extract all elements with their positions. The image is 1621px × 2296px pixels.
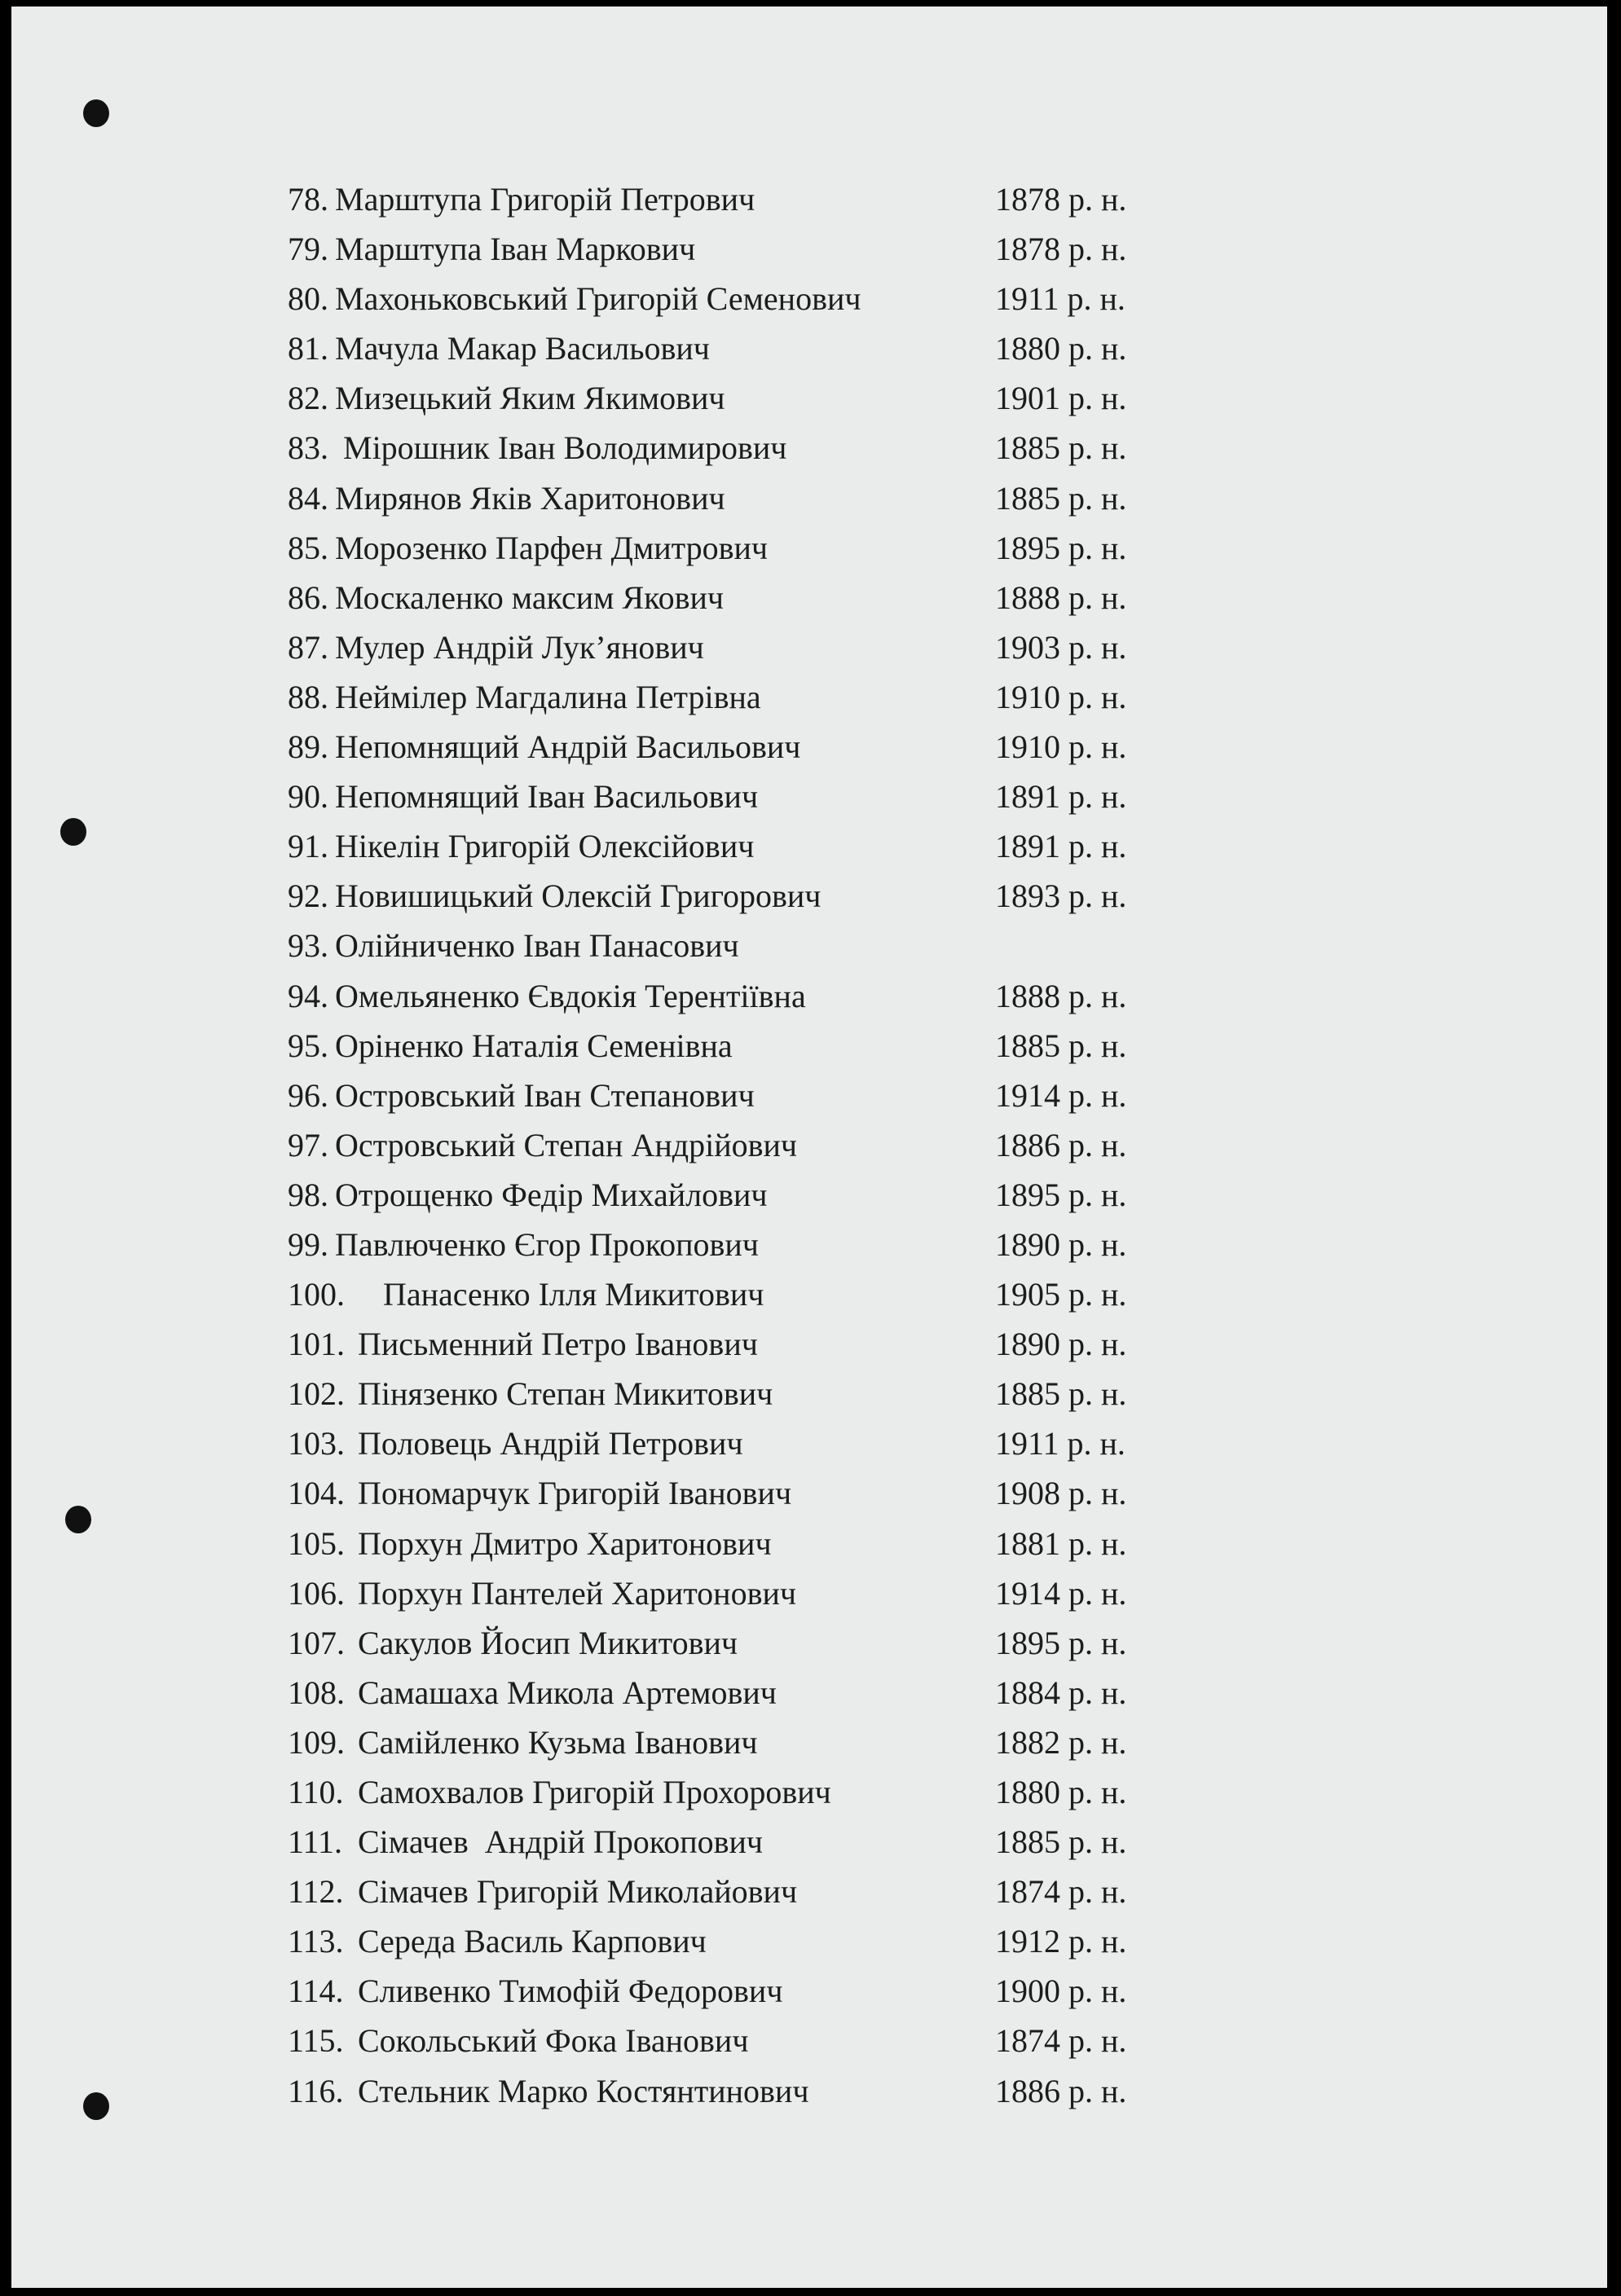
entry-year: 1895 р. н. xyxy=(995,1176,1127,1213)
list-item xyxy=(288,1424,1266,1474)
entry-name: Островський Іван Степанович xyxy=(335,1076,755,1114)
list-item xyxy=(288,1225,1266,1275)
entry-number: 109. xyxy=(288,1723,345,1761)
list-item xyxy=(288,1972,1266,2021)
list-item xyxy=(288,1674,1266,1723)
entry-number: 110. xyxy=(288,1774,344,1810)
list-item xyxy=(288,1027,1266,1076)
entry-year: 1891 р. н. xyxy=(995,778,1127,816)
entry-year: 1888 р. н. xyxy=(995,977,1127,1014)
entry-name: Неймілер Магдалина Петрівна xyxy=(335,678,761,715)
list-item xyxy=(288,678,1266,728)
punch-hole xyxy=(83,2092,109,2120)
entry-name: Мулер Андрій Лук’янович xyxy=(335,628,704,666)
list-item xyxy=(288,279,1266,329)
entry-name: Непомнящий Андрій Васильович xyxy=(335,728,801,766)
entry-year: 1878 р. н. xyxy=(995,231,1127,268)
list-item xyxy=(288,628,1266,678)
entry-number: 116. xyxy=(288,2072,344,2109)
entry-year: 1893 р. н. xyxy=(995,877,1127,915)
list-item xyxy=(288,2021,1266,2071)
entry-name: Сокольський Фока Іванович xyxy=(358,2022,749,2060)
entry-year: 1908 р. н. xyxy=(995,1475,1127,1512)
entry-number: 85. xyxy=(288,529,328,566)
entry-year: 1880 р. н. xyxy=(995,1774,1127,1810)
names-list xyxy=(288,180,1266,2122)
entry-name: Островський Степан Андрійович xyxy=(335,1126,798,1163)
entry-name: Непомнящий Іван Васильович xyxy=(335,778,759,816)
list-item xyxy=(288,1176,1266,1225)
entry-name: Мачула Макар Васильович xyxy=(335,330,710,367)
entry-name: Самашаха Микола Артемович xyxy=(358,1674,777,1711)
entry-number: 88. xyxy=(288,678,328,715)
entry-number: 105. xyxy=(288,1524,345,1562)
entry-number: 80. xyxy=(288,280,328,318)
entry-year: 1891 р. н. xyxy=(995,828,1127,865)
entry-number: 91. xyxy=(288,828,328,865)
entry-number: 93. xyxy=(288,927,328,965)
entry-year: 1895 р. н. xyxy=(995,1624,1127,1661)
entry-number: 96. xyxy=(288,1076,328,1114)
entry-name: Махоньковський Григорій Семенович xyxy=(335,280,861,318)
list-item xyxy=(288,1275,1266,1325)
entry-year: 1910 р. н. xyxy=(995,678,1127,715)
list-item xyxy=(288,379,1266,429)
entry-name: Мирянов Яків Харитонович xyxy=(335,479,725,517)
entry-number: 97. xyxy=(288,1126,328,1163)
entry-number: 107. xyxy=(288,1624,345,1661)
entry-year: 1886 р. н. xyxy=(995,1126,1127,1163)
list-item xyxy=(288,429,1266,478)
entry-name: Мизецький Яким Якимович xyxy=(335,380,725,417)
punch-hole xyxy=(83,99,109,127)
list-item xyxy=(288,877,1266,926)
entry-number: 92. xyxy=(288,877,328,915)
entry-number: 82. xyxy=(288,380,328,417)
entry-number: 89. xyxy=(288,728,328,766)
punch-hole xyxy=(65,1506,91,1533)
entry-year: 1910 р. н. xyxy=(995,728,1127,766)
entry-year: 1882 р. н. xyxy=(995,1723,1127,1761)
entry-name: Омельяненко Євдокія Терентіївна xyxy=(335,977,806,1014)
entry-number: 114. xyxy=(288,1973,344,2010)
entry-year: 1905 р. н. xyxy=(995,1276,1127,1313)
entry-number: 113. xyxy=(288,1923,344,1960)
list-item xyxy=(288,777,1266,827)
list-item xyxy=(288,1076,1266,1126)
entry-name: Марштупа Іван Маркович xyxy=(335,231,696,268)
entry-name: Стельник Марко Костянтинович xyxy=(358,2072,809,2109)
entry-number: 81. xyxy=(288,330,328,367)
entry-year: 1885 р. н. xyxy=(995,479,1127,517)
entry-name: Панасенко Ілля Микитович xyxy=(383,1276,764,1313)
list-item xyxy=(288,827,1266,877)
entry-year: 1890 р. н. xyxy=(995,1225,1127,1263)
entry-name: Новишицький Олексій Григорович xyxy=(335,877,822,915)
entry-number: 100. xyxy=(288,1276,345,1313)
list-item xyxy=(288,329,1266,379)
entry-year: 1914 р. н. xyxy=(995,1076,1127,1114)
entry-number: 78. xyxy=(288,181,328,218)
entry-year: 1914 р. н. xyxy=(995,1574,1127,1612)
entry-year: 1885 р. н. xyxy=(995,429,1127,467)
entry-year: 1890 р. н. xyxy=(995,1326,1127,1363)
list-item xyxy=(288,1375,1266,1424)
entry-year: 1884 р. н. xyxy=(995,1674,1127,1711)
list-item xyxy=(288,230,1266,279)
entry-year: 1903 р. н. xyxy=(995,628,1127,666)
entry-name: Пінязенко Степан Микитович xyxy=(358,1375,773,1413)
entry-name: Половець Андрій Петрович xyxy=(358,1425,743,1462)
entry-name: Сімачев Григорій Миколайович xyxy=(358,1873,798,1911)
entry-name: Морозенко Парфен Дмитрович xyxy=(335,529,769,566)
entry-number: 115. xyxy=(288,2022,344,2060)
entry-name: Письменний Петро Іванович xyxy=(358,1326,758,1363)
entry-year: 1880 р. н. xyxy=(995,330,1127,367)
entry-name: Сливенко Тимофій Федорович xyxy=(358,1973,783,2010)
entry-name: Самохвалов Григорій Прохорович xyxy=(358,1774,831,1810)
list-item xyxy=(288,1773,1266,1823)
list-item xyxy=(288,926,1266,976)
entry-year: 1900 р. н. xyxy=(995,1973,1127,2010)
entry-year: 1874 р. н. xyxy=(995,1873,1127,1911)
entry-number: 83. xyxy=(288,429,328,467)
entry-number: 108. xyxy=(288,1674,345,1711)
entry-name: Порхун Пантелей Харитонович xyxy=(358,1574,796,1612)
entry-year: 1912 р. н. xyxy=(995,1923,1127,1960)
list-item xyxy=(288,728,1266,777)
entry-number: 103. xyxy=(288,1425,345,1462)
entry-year: 1901 р. н. xyxy=(995,380,1127,417)
entry-year: 1874 р. н. xyxy=(995,2022,1127,2060)
entry-number: 94. xyxy=(288,977,328,1014)
list-item xyxy=(288,1823,1266,1872)
entry-name: Мірошник Іван Володимирович xyxy=(343,429,787,467)
entry-number: 86. xyxy=(288,578,328,616)
list-item xyxy=(288,578,1266,628)
entry-name: Сімачев Андрій Прокопович xyxy=(358,1823,764,1861)
entry-number: 112. xyxy=(288,1873,344,1911)
list-item xyxy=(288,529,1266,578)
list-item xyxy=(288,1624,1266,1674)
entry-name: Павлюченко Єгор Прокопович xyxy=(335,1225,759,1263)
entry-year: 1878 р. н. xyxy=(995,181,1127,218)
list-item xyxy=(288,1872,1266,1922)
entry-year: 1885 р. н. xyxy=(995,1375,1127,1413)
entry-year: 1888 р. н. xyxy=(995,578,1127,616)
entry-number: 90. xyxy=(288,778,328,816)
list-item xyxy=(288,1574,1266,1624)
list-item xyxy=(288,1474,1266,1524)
entry-year: 1885 р. н. xyxy=(995,1027,1127,1064)
entry-name: Пономарчук Григорій Іванович xyxy=(358,1475,792,1512)
list-item xyxy=(288,1922,1266,1972)
entry-name: Оріненко Наталія Семенівна xyxy=(335,1027,733,1064)
entry-number: 106. xyxy=(288,1574,345,1612)
entry-name: Нікелін Григорій Олексійович xyxy=(335,828,755,865)
entry-name: Сакулов Йосип Микитович xyxy=(358,1624,738,1661)
entry-year: 1911 р. н. xyxy=(995,1425,1125,1462)
entry-number: 98. xyxy=(288,1176,328,1213)
entry-number: 102. xyxy=(288,1375,345,1413)
list-item xyxy=(288,1723,1266,1773)
list-item xyxy=(288,479,1266,529)
entry-name: Порхун Дмитро Харитонович xyxy=(358,1524,772,1562)
entry-number: 111. xyxy=(288,1823,343,1861)
punch-hole xyxy=(60,818,86,846)
entry-number: 84. xyxy=(288,479,328,517)
entry-number: 79. xyxy=(288,231,328,268)
entry-number: 104. xyxy=(288,1475,345,1512)
entry-number: 99. xyxy=(288,1225,328,1263)
list-item xyxy=(288,2072,1266,2122)
list-item xyxy=(288,1325,1266,1375)
entry-name: Олійниченко Іван Панасович xyxy=(335,927,739,965)
entry-year: 1895 р. н. xyxy=(995,529,1127,566)
entry-name: Середа Василь Карпович xyxy=(358,1923,707,1960)
entry-number: 101. xyxy=(288,1326,345,1363)
entry-name: Москаленко максим Якович xyxy=(335,578,724,616)
entry-year: 1885 р. н. xyxy=(995,1823,1127,1861)
list-item xyxy=(288,1126,1266,1176)
entry-name: Отрощенко Федір Михайлович xyxy=(335,1176,768,1213)
list-item xyxy=(288,977,1266,1027)
entry-name: Марштупа Григорій Петрович xyxy=(335,181,755,218)
entry-year: 1911 р. н. xyxy=(995,280,1125,318)
entry-name: Самійленко Кузьма Іванович xyxy=(358,1723,758,1761)
entry-year: 1881 р. н. xyxy=(995,1524,1127,1562)
entry-number: 95. xyxy=(288,1027,328,1064)
list-item xyxy=(288,180,1266,230)
entry-number: 87. xyxy=(288,628,328,666)
list-item xyxy=(288,1524,1266,1574)
entry-year: 1886 р. н. xyxy=(995,2072,1127,2109)
